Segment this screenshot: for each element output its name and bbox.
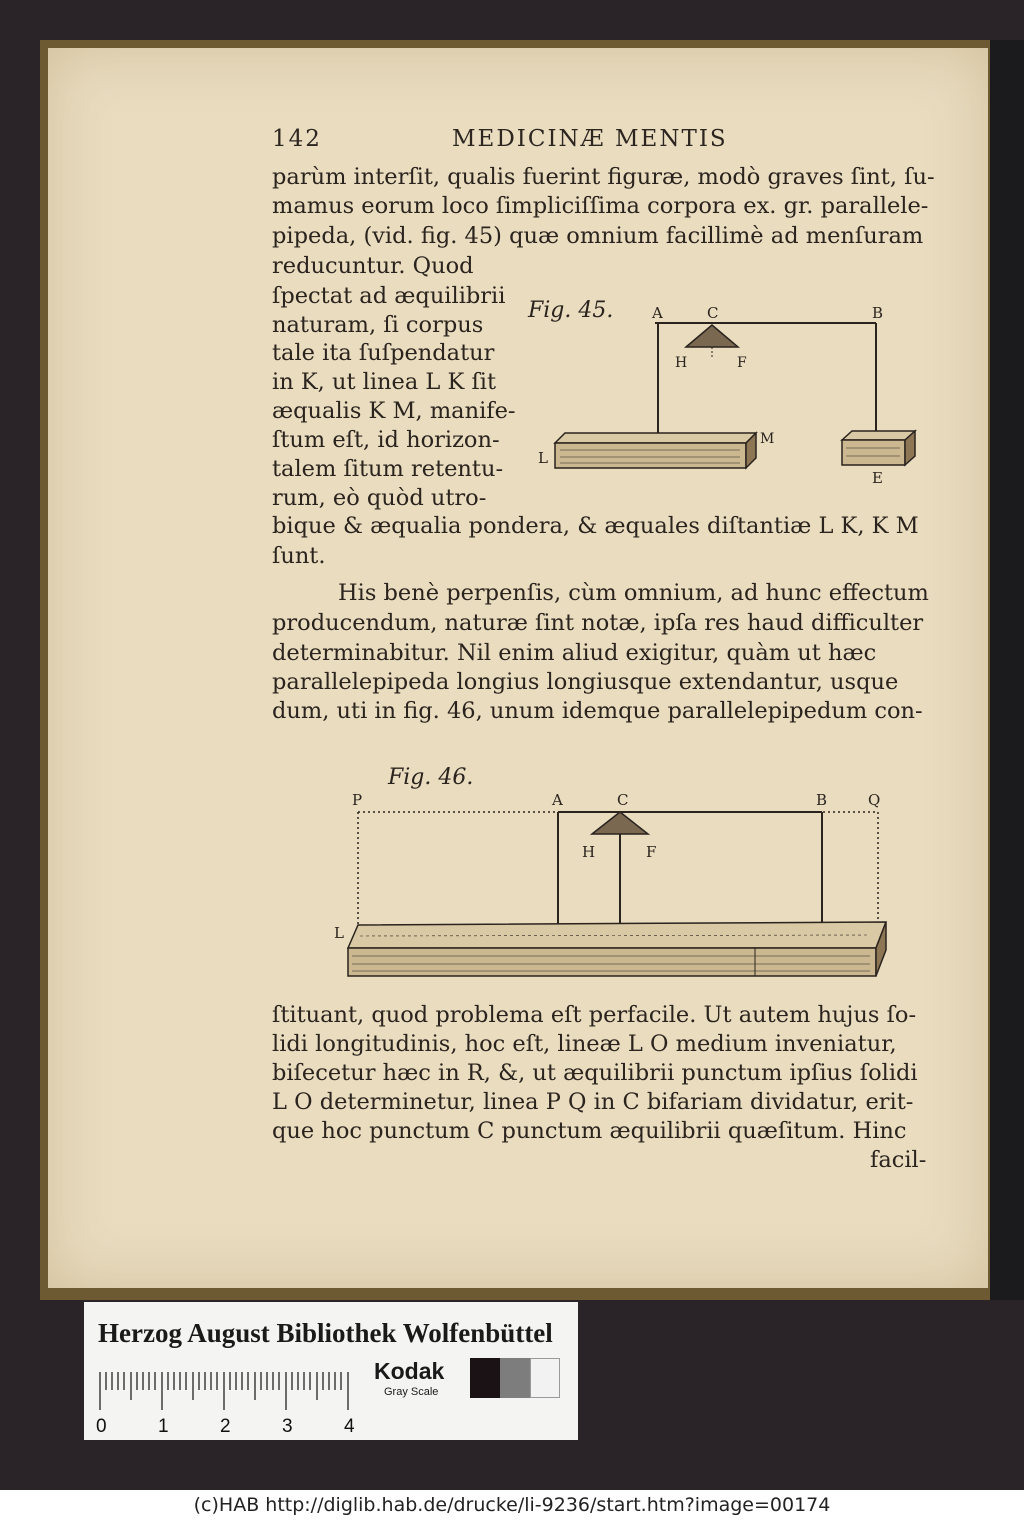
text-line: ſtituant, quod problema eſt perfacile. Ut autem hujus ſo- <box>272 1002 917 1028</box>
text-line: parallelepipeda longius longiusque extendantur, usque <box>272 669 899 695</box>
ruler <box>98 1370 360 1414</box>
gray-patch-mid <box>500 1358 530 1398</box>
fig46-block <box>348 922 886 976</box>
text-line: in K, ut linea L K ſit <box>272 369 497 395</box>
running-title: MEDICINÆ MENTIS <box>452 126 728 152</box>
text-line: His benè perpenſis, cùm omnium, ad hunc effectum <box>338 580 929 606</box>
fig45-label-a: A <box>652 304 663 322</box>
fig45-label-m: M <box>760 431 775 447</box>
fig46-label-l: L <box>334 924 344 942</box>
text-line: biſecetur hæc in R, &, ut æquilibrii punctum ipſius ſolidi <box>272 1060 918 1086</box>
fig45-block-lk <box>555 433 756 468</box>
text-line: tale ita ſuſpendatur <box>272 340 495 366</box>
text-line: ſunt. <box>272 543 326 569</box>
fig45-label-e: E <box>872 469 883 487</box>
text-line: æqualis K M, manife- <box>272 398 516 424</box>
fig45-label-h: H <box>675 355 688 371</box>
page-number: 142 <box>272 126 322 152</box>
fig46-label-q: Q <box>868 791 881 809</box>
text-line: ſtum eſt, id horizon- <box>272 427 500 453</box>
fig45-caption: Fig. 45. <box>528 298 614 323</box>
figure-45 <box>520 285 930 490</box>
text-line: L O determinetur, linea P Q in C bifariam dividatur, erit- <box>272 1089 914 1115</box>
binding-strip <box>990 40 1024 1300</box>
fig45-label-l: L <box>538 449 548 467</box>
figure-46 <box>330 760 900 985</box>
text-line: rum, eò quòd utro- <box>272 485 487 511</box>
fig46-label-b: B <box>816 791 828 809</box>
ruler-label: 4 <box>344 1416 355 1437</box>
text-line: determinabitur. Nil enim aliud exigitur, quàm ut hæc <box>272 640 877 666</box>
text-line: reducuntur. Quod <box>272 253 474 279</box>
kodak-logo-text: Kodak <box>374 1358 445 1384</box>
text-line: dum, uti in fig. 46, unum idemque parallelepipedum con- <box>272 698 923 724</box>
library-name: Herzog August Bibliothek Wolfenbüttel <box>98 1318 553 1348</box>
text-line: parùm interſit, qualis fuerint figuræ, modò graves ſint, ſu- <box>272 164 935 190</box>
fig46-label-c: C <box>617 791 629 809</box>
text-line: ſpectat ad æquilibrii <box>272 283 506 309</box>
fig46-label-a: A <box>552 791 563 809</box>
color-scale-card <box>84 1302 578 1440</box>
ruler-label: 2 <box>220 1416 231 1437</box>
fig46-label-h: H <box>582 843 596 861</box>
fig45-block-e <box>842 431 915 465</box>
copyright-credit: (c)HAB http://diglib.hab.de/drucke/li-9236/start.htm?image=00174 <box>193 1494 831 1516</box>
fig45-lever <box>655 323 876 435</box>
text-line: naturam, ſi corpus <box>272 312 484 338</box>
text-line: producendum, naturæ ſint notæ, ipſa res haud difficulter <box>272 610 924 636</box>
ruler-label: 3 <box>282 1416 293 1437</box>
text-line: bique & æqualia pondera, & æquales diſtantiæ L K, K M <box>272 513 919 539</box>
footer-bar <box>0 1490 1024 1523</box>
fig46-fulcrum <box>592 812 648 834</box>
text-line: pipeda, (vid. fig. 45) quæ omnium facillimè ad menſuram <box>272 223 924 249</box>
text-line: talem ſitum retentu- <box>272 456 504 482</box>
gray-patch-dark <box>470 1358 500 1398</box>
fig46-label-f: F <box>646 843 657 861</box>
fig45-label-b: B <box>872 304 884 322</box>
fig45-label-c: C <box>707 304 719 322</box>
ruler-label: 1 <box>158 1416 169 1437</box>
gray-scale-label: Gray Scale <box>384 1386 439 1398</box>
fig45-fulcrum <box>686 325 738 347</box>
ruler-label: 0 <box>96 1416 107 1437</box>
fig45-label-f: F <box>737 355 747 371</box>
catchword: facil- <box>870 1147 927 1173</box>
text-line: mamus eorum loco ſimpliciſſima corpora ex. gr. parallele- <box>272 193 929 219</box>
text-line: lidi longitudinis, hoc eſt, lineæ L O medium inveniatur, <box>272 1031 897 1057</box>
fig46-label-p: P <box>352 791 363 809</box>
gray-patch-light <box>530 1358 560 1398</box>
text-line: que hoc punctum C punctum æquilibrii quæſitum. Hinc <box>272 1118 907 1144</box>
fig46-caption: Fig. 46. <box>388 765 474 790</box>
